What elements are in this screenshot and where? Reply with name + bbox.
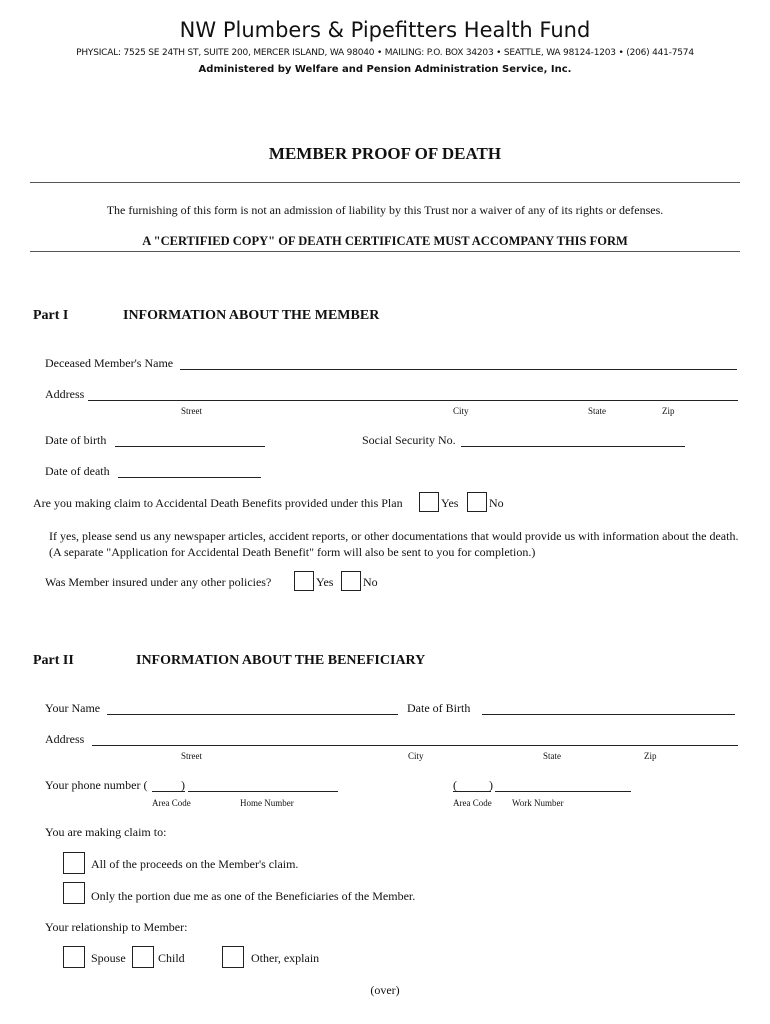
member-dob-label: Date of birth (45, 433, 107, 447)
ssn-field[interactable] (461, 446, 685, 447)
work-area-code-field[interactable] (453, 791, 491, 792)
divider (30, 251, 740, 252)
claim-portion-checkbox[interactable] (63, 882, 85, 904)
your-name-label: Your Name (45, 701, 101, 715)
fund-address: PHYSICAL: 7525 SE 24TH ST, SUITE 200, MERCER ISLAND, WA 98040 • MAILING: P.O. BOX 34203 • SEATTLE, WA 98124-1203 • (206) 441-7574 (76, 48, 694, 58)
member-address-field[interactable] (88, 400, 738, 401)
member-dob-field[interactable] (115, 446, 265, 447)
disclaimer: The furnishing of this form is not an admission of liability by this Trust nor a waiver of any of its rights or defenses. (106, 203, 664, 217)
state-caption: State (588, 406, 606, 416)
divider (30, 182, 740, 183)
dod-field[interactable] (118, 477, 261, 478)
city-caption: City (453, 406, 469, 416)
spouse-checkbox[interactable] (63, 946, 85, 968)
other-checkbox[interactable] (222, 946, 244, 968)
fund-name: NW Plumbers & Pipefitters Health Fund (179, 18, 591, 42)
insured-yes-checkbox[interactable] (294, 571, 314, 591)
insured-yes-label: Yes (316, 575, 334, 589)
over-note: (over) (370, 983, 400, 997)
street-caption: Street (181, 406, 202, 416)
child-label: Child (158, 951, 185, 965)
beneficiary-dob-field[interactable] (482, 714, 735, 715)
relationship-label: Your relationship to Member: (45, 920, 188, 934)
accidental-no-label: No (489, 496, 504, 510)
work-number-field[interactable] (495, 791, 631, 792)
child-checkbox[interactable] (132, 946, 154, 968)
deceased-name-label: Deceased Member's Name (45, 356, 174, 370)
dod-label: Date of death (45, 464, 110, 478)
certified-copy-notice: A "CERTIFIED COPY" OF DEATH CERTIFICATE MUST ACCOMPANY THIS FORM (142, 234, 628, 248)
claim-portion-label: Only the portion due me as one of the Beneficiaries of the Member. (91, 889, 416, 903)
insured-no-label: No (363, 575, 378, 589)
ssn-label: Social Security No. (362, 433, 456, 447)
claim-label: You are making claim to: (45, 825, 167, 839)
part1-label: Part I (33, 308, 69, 323)
work-number-caption: Work Number (512, 798, 564, 808)
deceased-name-field[interactable] (180, 369, 737, 370)
area-code-caption-2: Area Code (453, 798, 492, 808)
administered-by: Administered by Welfare and Pension Administration Service, Inc. (198, 64, 572, 75)
zip-caption: Zip (662, 406, 675, 416)
member-address-label: Address (45, 387, 85, 401)
part1-heading: INFORMATION ABOUT THE MEMBER (123, 308, 380, 323)
home-number-caption: Home Number (240, 798, 294, 808)
zip-caption: Zip (644, 751, 657, 761)
other-label: Other, explain (251, 951, 320, 965)
part2-label: Part II (33, 653, 74, 668)
form-title: MEMBER PROOF OF DEATH (268, 144, 502, 163)
claim-all-label: All of the proceeds on the Member's claim. (91, 857, 299, 871)
area-code-caption: Area Code (152, 798, 191, 808)
home-number-field[interactable] (188, 791, 338, 792)
beneficiary-address-label: Address (45, 732, 85, 746)
state-caption: State (543, 751, 561, 761)
beneficiary-dob-label: Date of Birth (407, 701, 471, 715)
beneficiary-address-field[interactable] (92, 745, 738, 746)
part2-heading: INFORMATION ABOUT THE BENEFICIARY (136, 653, 426, 668)
insured-no-checkbox[interactable] (341, 571, 361, 591)
claim-all-checkbox[interactable] (63, 852, 85, 874)
accidental-yes-label: Yes (441, 496, 459, 510)
accidental-note: If yes, please send us any newspaper articles, accident reports, or other documentations that would provide us with information about the death. (A separate "Application for Accidental Death Benefit" form will also be sent to you for completion.) (49, 529, 739, 559)
street-caption: Street (181, 751, 202, 761)
spouse-label: Spouse (91, 951, 126, 965)
accidental-yes-checkbox[interactable] (419, 492, 439, 512)
accidental-question: Are you making claim to Accidental Death Benefits provided under this Plan (33, 496, 403, 510)
insured-question: Was Member insured under any other policies? (45, 575, 272, 589)
your-name-field[interactable] (107, 714, 398, 715)
work-paren-close: ) (489, 778, 493, 792)
accidental-no-checkbox[interactable] (467, 492, 487, 512)
phone-paren-close: ) (181, 778, 185, 792)
phone-label: Your phone number ( (45, 778, 148, 792)
city-caption: City (408, 751, 424, 761)
work-paren-open: ( (453, 778, 457, 792)
